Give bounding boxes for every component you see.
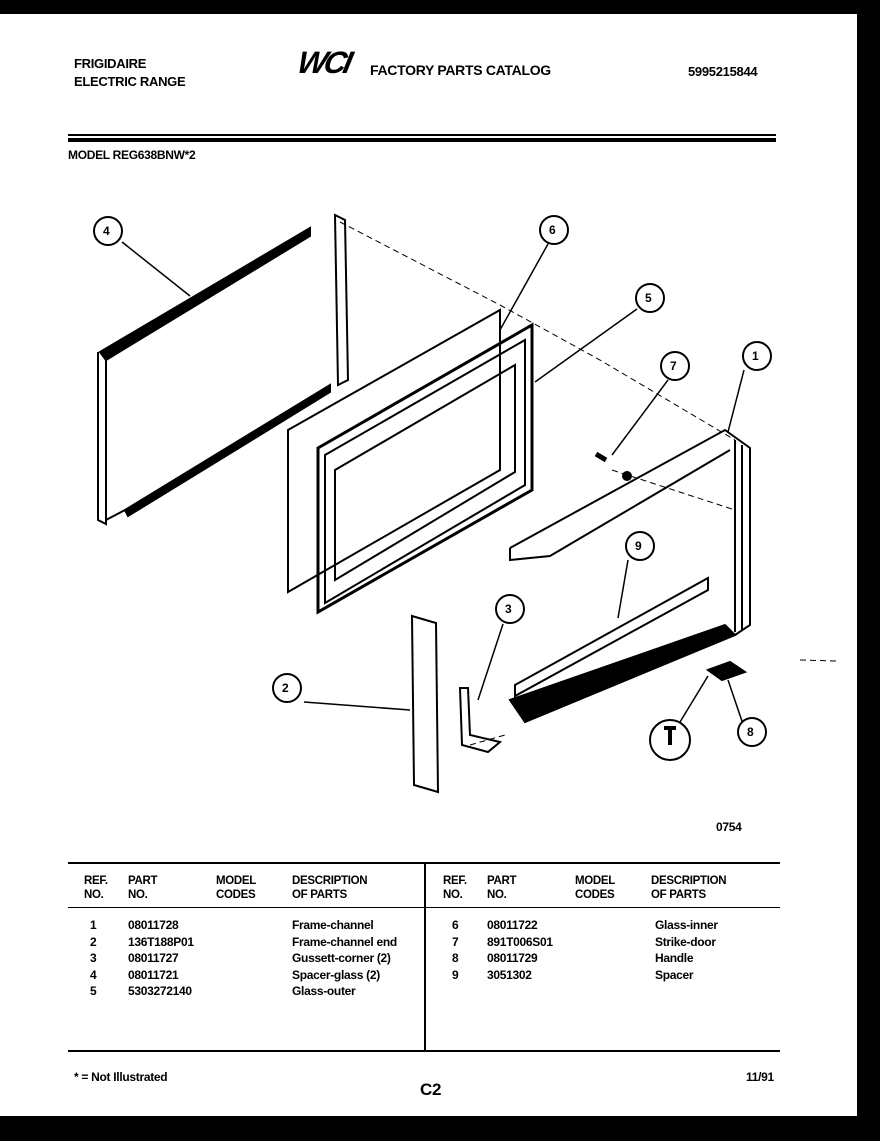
catalog-title: FACTORY PARTS CATALOG: [370, 62, 551, 78]
header-text: REF.: [84, 875, 108, 887]
table-cell-part: 3051302: [487, 967, 532, 982]
callout-8: 8: [747, 725, 754, 739]
callout-4: 4: [103, 224, 110, 238]
header-text: DESCRIPTION: [651, 875, 727, 887]
table-cell-part: 08011729: [487, 951, 538, 965]
table-cell-part: 891T006S01: [487, 934, 553, 949]
catalog-number: 5995215844: [688, 64, 758, 79]
table-cell-ref: 8: [452, 951, 459, 965]
table-cell-desc: Strike-door: [655, 934, 716, 949]
table-cell-part: 08011727: [128, 951, 179, 965]
table-header-rule: [68, 907, 780, 908]
table-cell-ref: 3: [90, 951, 97, 965]
header-text: PART: [487, 875, 517, 887]
callout-7: 7: [670, 359, 677, 373]
not-illustrated-note: * = Not Illustrated: [74, 1070, 168, 1084]
table-cell-part: 08011721: [128, 967, 179, 982]
table-cell-desc: Spacer-glass (2): [292, 967, 380, 982]
table-cell-desc: Glass-outer: [292, 984, 356, 998]
header-text: MODEL: [575, 875, 616, 887]
header-text: OF PARTS: [651, 889, 706, 901]
table-cell-desc: Spacer: [655, 967, 694, 982]
brand-line2: ELECTRIC RANGE: [74, 74, 186, 89]
handle-part: [708, 662, 745, 680]
table-cell-ref: 9: [452, 967, 459, 982]
table-cell-part: 136T188P01: [128, 934, 194, 949]
table-cell-desc: Glass-inner: [655, 918, 718, 932]
header-text: REF.: [443, 875, 467, 887]
frame-channel-end-part: [412, 616, 438, 792]
header-ref-no: [443, 874, 467, 902]
wci-logo: WCI: [294, 45, 354, 80]
header-ref-no: [84, 874, 108, 902]
header-part-no: [128, 874, 157, 902]
table-cell-part: 5303272140: [128, 984, 192, 998]
header-text: CODES: [575, 889, 615, 901]
table-cell-desc: Frame-channel end: [292, 934, 397, 949]
table-bottom-rule: [68, 1050, 780, 1052]
header-text: CODES: [216, 889, 256, 901]
catalog-date: 11/91: [746, 1070, 774, 1084]
header-model-codes: [216, 874, 256, 902]
spacer-glass-part: [98, 215, 348, 524]
header-text: MODEL: [216, 875, 257, 887]
table-cell-ref: 5: [90, 984, 97, 998]
table-cell-ref: 6: [452, 918, 459, 932]
header-text: NO.: [84, 889, 104, 901]
figure-code: 0754: [716, 820, 742, 834]
callout-3: 3: [505, 602, 512, 616]
header-text: OF PARTS: [292, 889, 347, 901]
strike-door-part: [596, 454, 631, 480]
table-cell-ref: 7: [452, 934, 459, 949]
exploded-diagram: [0, 14, 857, 874]
glass-outer-part: [288, 310, 500, 592]
header-text: PART: [128, 875, 158, 887]
header-text: NO.: [487, 889, 507, 901]
table-divider: [424, 862, 426, 1050]
header-description: [651, 874, 726, 902]
parts-catalog-page: [0, 14, 857, 1116]
header-description: [292, 874, 367, 902]
callout-9: 9: [635, 539, 642, 553]
table-cell-part: 08011722: [487, 918, 538, 932]
table-cell-ref: 4: [90, 967, 97, 982]
table-cell-ref: 1: [90, 918, 97, 932]
table-cell-ref: 2: [90, 934, 97, 949]
header-part-no: [487, 874, 516, 902]
header-text: NO.: [128, 889, 148, 901]
model-label: MODEL REG638BNW*2: [68, 148, 196, 162]
page-code: C2: [420, 1080, 442, 1099]
callout-5: 5: [645, 291, 652, 305]
header-model-codes: [575, 874, 615, 902]
table-cell-desc: Frame-channel: [292, 918, 374, 932]
callout-1: 1: [752, 349, 759, 363]
callout-6: 6: [549, 223, 556, 237]
brand-line1: FRIGIDAIRE: [74, 56, 147, 71]
table-cell-desc: Gussett-corner (2): [292, 951, 391, 965]
callout-2: 2: [282, 681, 289, 695]
table-cell-desc: Handle: [655, 951, 694, 965]
header-text: DESCRIPTION: [292, 875, 368, 887]
table-cell-part: 08011728: [128, 918, 179, 932]
header-text: NO.: [443, 889, 463, 901]
